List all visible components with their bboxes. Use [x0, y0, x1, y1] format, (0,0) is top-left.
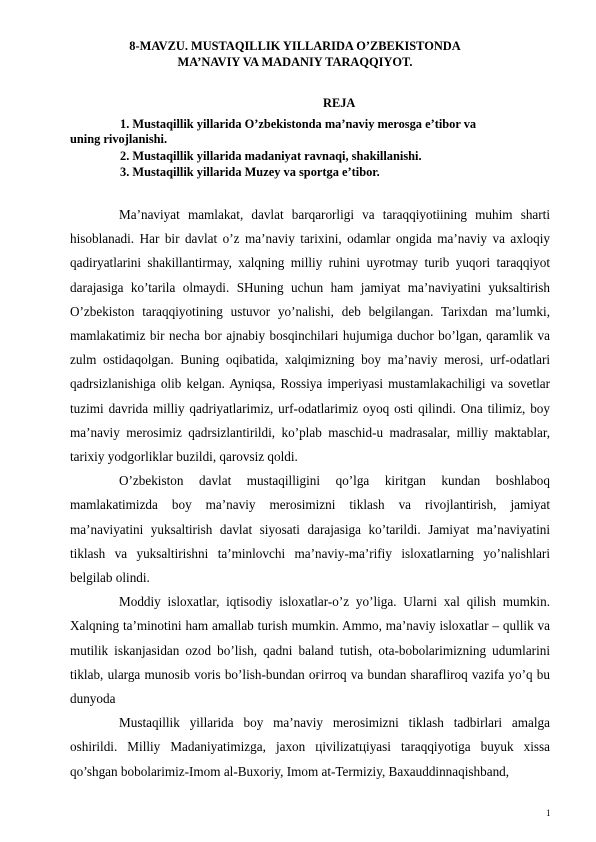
plan-item-1-continuation: uning rivojlanishi.: [70, 131, 168, 146]
body-text: [70, 203, 550, 784]
plan-item-2: 2. Mustaqillik yillarida madaniyat ravnaqi, shakillanishi.: [120, 149, 422, 163]
paragraph-3: Moddiy isloxatlar, iqtisodiy isloxatlar-o’z yo’liga. Ularni xal qilish mumkin. Xalqning ta’minotini ham amallab turish mumkin. Ammo, ma’naviy isloxatlar – qullik va mutilik iskanjasidan ozod bo’lish, qadni baland tutish, ota-bobolarimizning udumlarini tiklab, ularga munosib voris bo’lish-bundan oғirroq va bundan sharafliroq vazifa yo’q bu dunyoda: [70, 594, 550, 707]
plan-item-3: 3. Mustaqillik yillarida Muzey va sportga e’tibor.: [120, 165, 380, 179]
page-title-line-2: MA’NAVIY VA MADANIY TARAQQIYOT.: [177, 55, 413, 69]
plan-item-1: 1. Mustaqillik yillarida O’zbekistonda ma’naviy merosga e’tibor va: [120, 117, 477, 131]
page-title-line-1: 8-MAVZU. MUSTAQILLIK YILLARIDA O’ZBEKISTONDA: [129, 39, 461, 53]
plan-heading: REJA: [323, 96, 356, 110]
paragraph-2: O’zbekiston davlat mustaqilligini qo’lga kiritgan kundan boshlaboq mamlakatimizda boy ma’naviy merosimizni tiklash va rivojlantirish, jamiyat ma’naviyatini yuksaltirish davlat siyosati darajasiga ko’tarildi. Jamiyat ma’naviyatini tiklash va yuksaltirishni ta’minlovchi ma’naviy-ma’rifiy isloxatlarning yo’nalishlari belgilab olindi.: [70, 473, 550, 586]
page-number: 1: [546, 808, 551, 818]
paragraph-1: Ma’naviyat mamlakat, davlat barqarorligi va taraqqiyotiining muhim sharti hisoblanadi. Har bir davlat o’z ma’naviy tarixini, odamlar ongida ma’naviy va axloqiy qadiryatlarini shakillantirmay, xalqning milliy ruhini uyғotmay turib yuqori taraqqiyot darajasiga ko’tarila olmaydi. SHuning uchun ham jamiyat ma’naviyatini yuksaltirish O’zbekiston taraqqiyotining ustuvor yo’nalishi, deb belgilangan. Tarixdan ma’lumki, mamlakatimiz bir necha bor ajnabiy bosqinchilari hujumiga duchor bo’lgan, qaramlik va zulm ostidaqolgan. Buning oqibatida, xalqimizning boy ma’naviy merosi, urf-odatlari qadrsizlanishiga olib kelgan. Ayniqsa, Rossiya imperiyasi mustamlakachiligi va sovetlar tuzimi davrida milliy qadriyatlarimiz, urf-odatlarimiz oyoq osti qilindi. Ona tilimiz, boy ma’naviy merosimiz qadrsizlantirildi, ko’plab maschid-u madrasalar, milliy maktablar, tarixiy yodgorliklar buzildi, qarovsiz qoldi.: [70, 207, 550, 465]
paragraph-4: Mustaqillik yillarida boy ma’naviy merosimizni tiklash tadbirlari amalga oshirildi. Milliy Madaniyatimizga, jaxon цivilizatцiyasi taraqqiyotiga buyuk xissa qo’shgan bobolarimiz-Imom al-Buxoriy, Imom at-Termiziy, Baxauddinnaqishband,: [70, 715, 550, 779]
